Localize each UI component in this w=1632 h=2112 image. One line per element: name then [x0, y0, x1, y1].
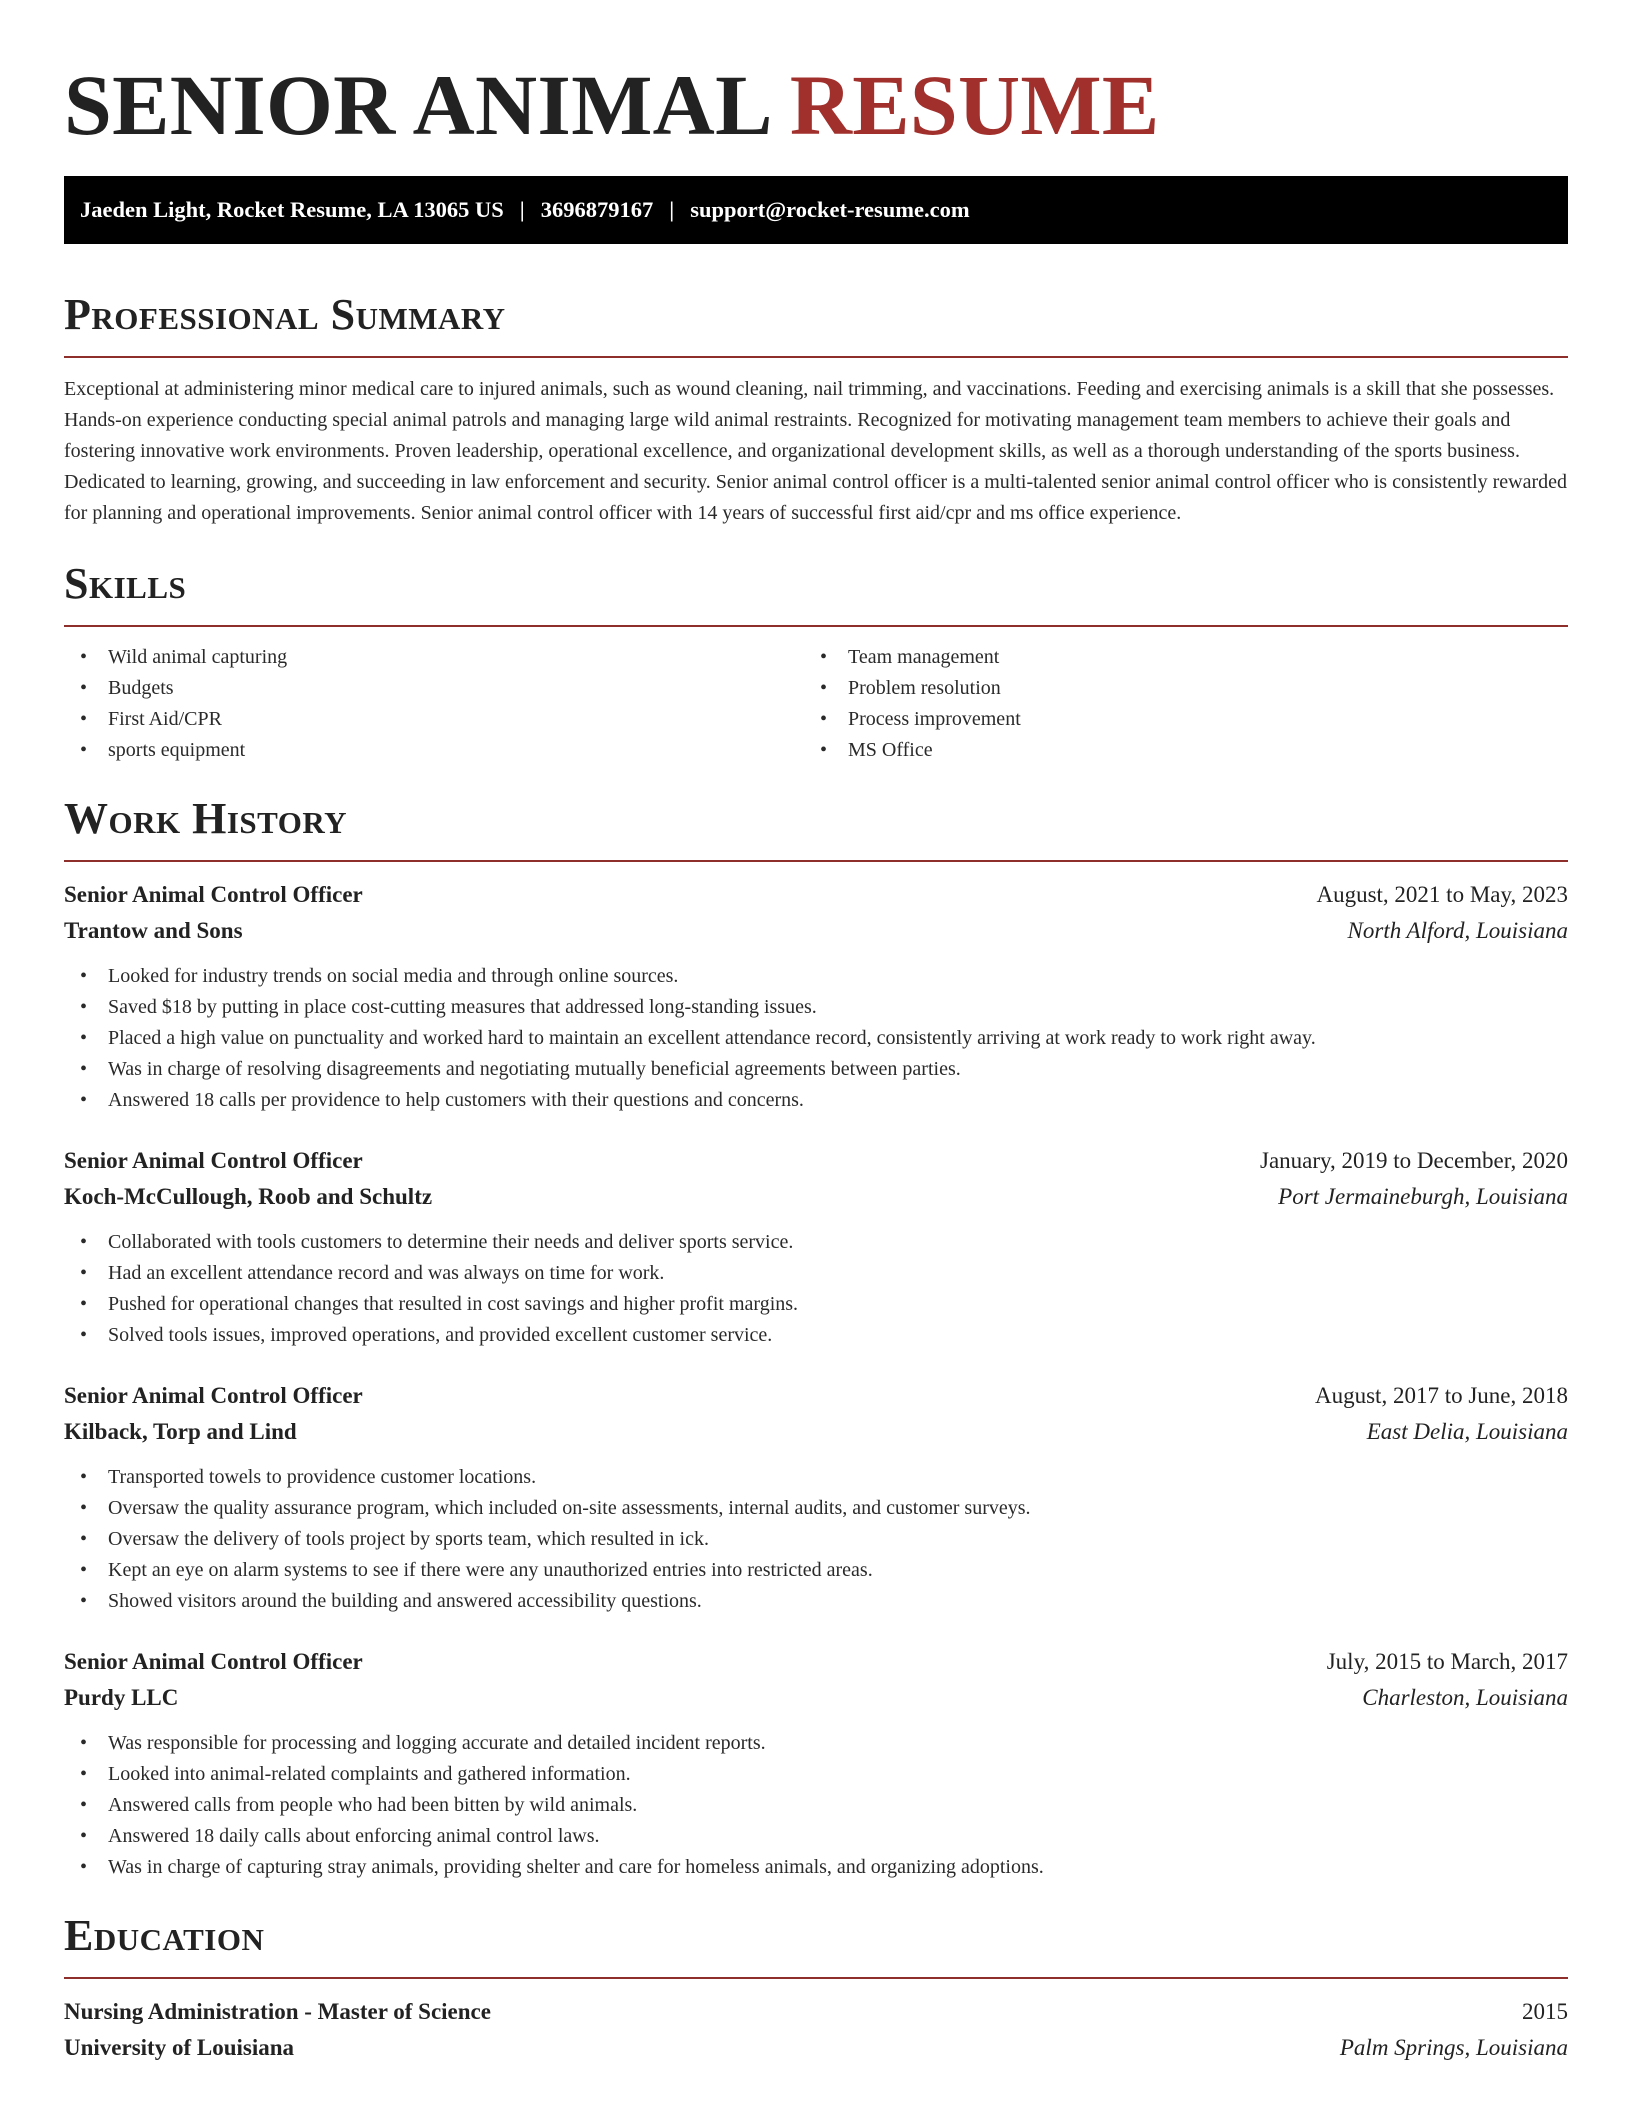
job-duty-item: • Collaborated with tools customers to determine their needs and deliver sports service. — [64, 1227, 1568, 1258]
section-divider — [64, 356, 1568, 358]
job-company: Purdy LLC — [64, 1685, 179, 1710]
job-company-row — [64, 1414, 1568, 1450]
skills-column-right — [804, 642, 1544, 766]
contact-bar — [64, 176, 1568, 244]
job-header — [64, 1644, 1568, 1680]
job-entry — [64, 1644, 1568, 1883]
job-title: Senior Animal Control Officer — [64, 1383, 363, 1408]
job-duty-item: • Was in charge of capturing stray animals, providing shelter and care for homeless animals, and organizing adoptions. — [64, 1852, 1568, 1883]
job-location: Charleston, Louisiana — [1362, 1685, 1568, 1710]
education-section — [64, 1911, 1568, 2066]
contact-separator: | — [669, 197, 675, 222]
job-entry — [64, 1378, 1568, 1617]
contact-email: support@rocket-resume.com — [690, 197, 970, 222]
job-duty-item: • Answered 18 calls per providence to help customers with their questions and concerns. — [64, 1085, 1568, 1116]
job-duty-item: • Oversaw the delivery of tools project by sports team, which resulted in ick. — [64, 1524, 1568, 1555]
section-divider — [64, 1977, 1568, 1979]
job-duties — [64, 961, 1568, 1116]
job-duties — [64, 1462, 1568, 1617]
job-entry — [64, 877, 1568, 1116]
job-duty-item: • Saved $18 by putting in place cost-cutting measures that addressed long-standing issues. — [64, 992, 1568, 1023]
skills-column-left — [64, 642, 804, 766]
job-header — [64, 1378, 1568, 1414]
job-location: East Delia, Louisiana — [1366, 1419, 1568, 1444]
job-duty-item: • Placed a high value on punctuality and worked hard to maintain an excellent attendance record, consistently arriving at work ready to work right away. — [64, 1023, 1568, 1054]
skill-item: • Problem resolution — [804, 673, 1544, 704]
job-dates: January, 2019 to December, 2020 — [1260, 1148, 1568, 1173]
job-dates: July, 2015 to March, 2017 — [1326, 1649, 1568, 1674]
job-duty-item: • Pushed for operational changes that resulted in cost savings and higher profit margins. — [64, 1289, 1568, 1320]
job-company-row — [64, 1680, 1568, 1716]
skill-item: • MS Office — [804, 735, 1544, 766]
job-duty-item: • Was responsible for processing and logging accurate and detailed incident reports. — [64, 1728, 1568, 1759]
job-entry — [64, 1143, 1568, 1351]
skill-item: • Wild animal capturing — [64, 642, 804, 673]
job-company: Trantow and Sons — [64, 918, 243, 943]
summary-text: Exceptional at administering minor medical care to injured animals, such as wound cleaning, nail trimming, and vaccinations. Feeding and exercising animals is a skill that she possesses. Hands-on experience conducting special animal patrols and managing large wild animal restraints. Recognized for motivating management team members to achieve their goals and fostering innovative work environments. Proven leadership, operational excellence, and organizational development skills, as well as a thorough understanding of the sports business. Dedicated to learning, growing, and succeeding in law enforcement and security. Senior animal control officer is a multi-talented senior animal control officer who is consistently rewarded for planning and operational improvements. Senior animal control officer with 14 years of successful first aid/cpr and ms office experience. — [64, 378, 1568, 524]
skill-item: • sports equipment — [64, 735, 804, 766]
section-heading: Professional Summary — [64, 290, 506, 339]
job-location: North Alford, Louisiana — [1347, 918, 1568, 943]
education-header — [64, 1994, 1568, 2030]
job-duty-item: • Kept an eye on alarm systems to see if there were any unauthorized entries into restricted areas. — [64, 1555, 1568, 1586]
job-title: Senior Animal Control Officer — [64, 882, 363, 907]
title-main: SENIOR ANIMAL — [64, 57, 768, 153]
job-duty-item: • Transported towels to providence customer locations. — [64, 1462, 1568, 1493]
contact-separator: | — [519, 197, 525, 222]
job-company: Koch-McCullough, Roob and Schultz — [64, 1184, 433, 1209]
education-year: 2015 — [1522, 1999, 1568, 2024]
job-header — [64, 877, 1568, 913]
section-divider — [64, 625, 1568, 627]
job-title: Senior Animal Control Officer — [64, 1649, 363, 1674]
job-company: Kilback, Torp and Lind — [64, 1419, 297, 1444]
job-header — [64, 1143, 1568, 1179]
job-location: Port Jermaineburgh, Louisiana — [1278, 1184, 1568, 1209]
skill-item: • Process improvement — [804, 704, 1544, 735]
job-duty-item: • Solved tools issues, improved operations, and provided excellent customer service. — [64, 1320, 1568, 1351]
section-heading: Work History — [64, 794, 348, 843]
contact-phone: 3696879167 — [540, 197, 654, 222]
skill-item: • First Aid/CPR — [64, 704, 804, 735]
job-title: Senior Animal Control Officer — [64, 1148, 363, 1173]
job-company-row — [64, 913, 1568, 949]
section-heading: Education — [64, 1911, 265, 1960]
skill-item: • Team management — [804, 642, 1544, 673]
education-location: Palm Springs, Louisiana — [1339, 2035, 1568, 2060]
job-dates: August, 2017 to June, 2018 — [1315, 1383, 1568, 1408]
job-duty-item: • Oversaw the quality assurance program, which included on-site assessments, internal audits, and customer surveys. — [64, 1493, 1568, 1524]
contact-address: Jaeden Light, Rocket Resume, LA 13065 US — [80, 197, 504, 222]
education-entry — [64, 1994, 1568, 2066]
job-duty-item: • Looked for industry trends on social media and through online sources. — [64, 961, 1568, 992]
skill-item: • Budgets — [64, 673, 804, 704]
job-duty-item: • Had an excellent attendance record and was always on time for work. — [64, 1258, 1568, 1289]
education-school: University of Louisiana — [64, 2035, 295, 2060]
job-duty-item: • Answered calls from people who had been bitten by wild animals. — [64, 1790, 1568, 1821]
job-duty-item: • Looked into animal-related complaints and gathered information. — [64, 1759, 1568, 1790]
job-dates: August, 2021 to May, 2023 — [1316, 882, 1568, 907]
education-school-row — [64, 2030, 1568, 2066]
work-history-section — [64, 794, 1568, 1883]
job-duty-item: • Was in charge of resolving disagreements and negotiating mutually beneficial agreements between parties. — [64, 1054, 1568, 1085]
title-accent: RESUME — [789, 57, 1160, 153]
section-heading: Skills — [64, 559, 187, 608]
resume-title — [64, 56, 1568, 154]
job-duty-item: • Showed visitors around the building and answered accessibility questions. — [64, 1586, 1568, 1617]
skills-list — [64, 642, 1568, 766]
education-degree: Nursing Administration - Master of Science — [64, 1999, 491, 2024]
section-divider — [64, 860, 1568, 862]
resume-page — [64, 0, 1568, 2066]
job-company-row — [64, 1179, 1568, 1215]
skills-section — [64, 559, 1568, 766]
professional-summary-section — [64, 290, 1568, 529]
job-duty-item: • Answered 18 daily calls about enforcing animal control laws. — [64, 1821, 1568, 1852]
job-duties — [64, 1227, 1568, 1351]
job-duties — [64, 1728, 1568, 1883]
